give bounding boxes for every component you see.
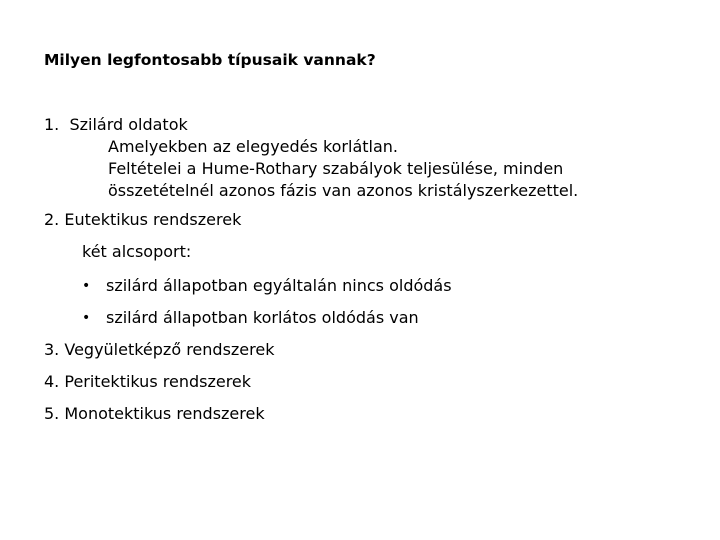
list-item-label: Szilárd oldatok xyxy=(69,115,188,134)
list-item-number: 4. xyxy=(44,372,60,391)
item-1-description-line-3: összetételnél azonos fázis van azonos kristályszerkezettel. xyxy=(108,181,579,200)
list-item-label: Peritektikus rendszerek xyxy=(64,372,252,391)
list-item-number: 3. xyxy=(44,340,60,359)
list-item-2 xyxy=(44,210,241,230)
list-item-4 xyxy=(44,372,251,392)
list-item-number: 1. xyxy=(44,115,60,134)
slide-title: Milyen legfontosabb típusaik vannak? xyxy=(44,51,376,69)
list-item-5 xyxy=(44,404,265,424)
bullet-icon: • xyxy=(82,278,91,294)
item-1-description-line-1: Amelyekben az elegyedés korlátlan. xyxy=(108,137,398,156)
list-item-label: Monotektikus rendszerek xyxy=(64,404,265,423)
item-1-description-line-2: Feltételei a Hume-Rothary szabályok teljesülése, minden xyxy=(108,159,564,178)
bullet-icon: • xyxy=(82,310,91,326)
list-item-number: 5. xyxy=(44,404,60,423)
list-item-label: Eutektikus rendszerek xyxy=(64,210,242,229)
item-2-bullet-1: szilárd állapotban egyáltalán nincs oldódás xyxy=(106,276,452,295)
item-2-bullet-2: szilárd állapotban korlátos oldódás van xyxy=(106,308,419,327)
list-item-1 xyxy=(44,115,188,135)
list-item-number: 2. xyxy=(44,210,60,229)
list-item-label: Vegyületképző rendszerek xyxy=(64,340,275,359)
item-2-intro: két alcsoport: xyxy=(82,242,192,261)
list-item-3 xyxy=(44,340,274,360)
